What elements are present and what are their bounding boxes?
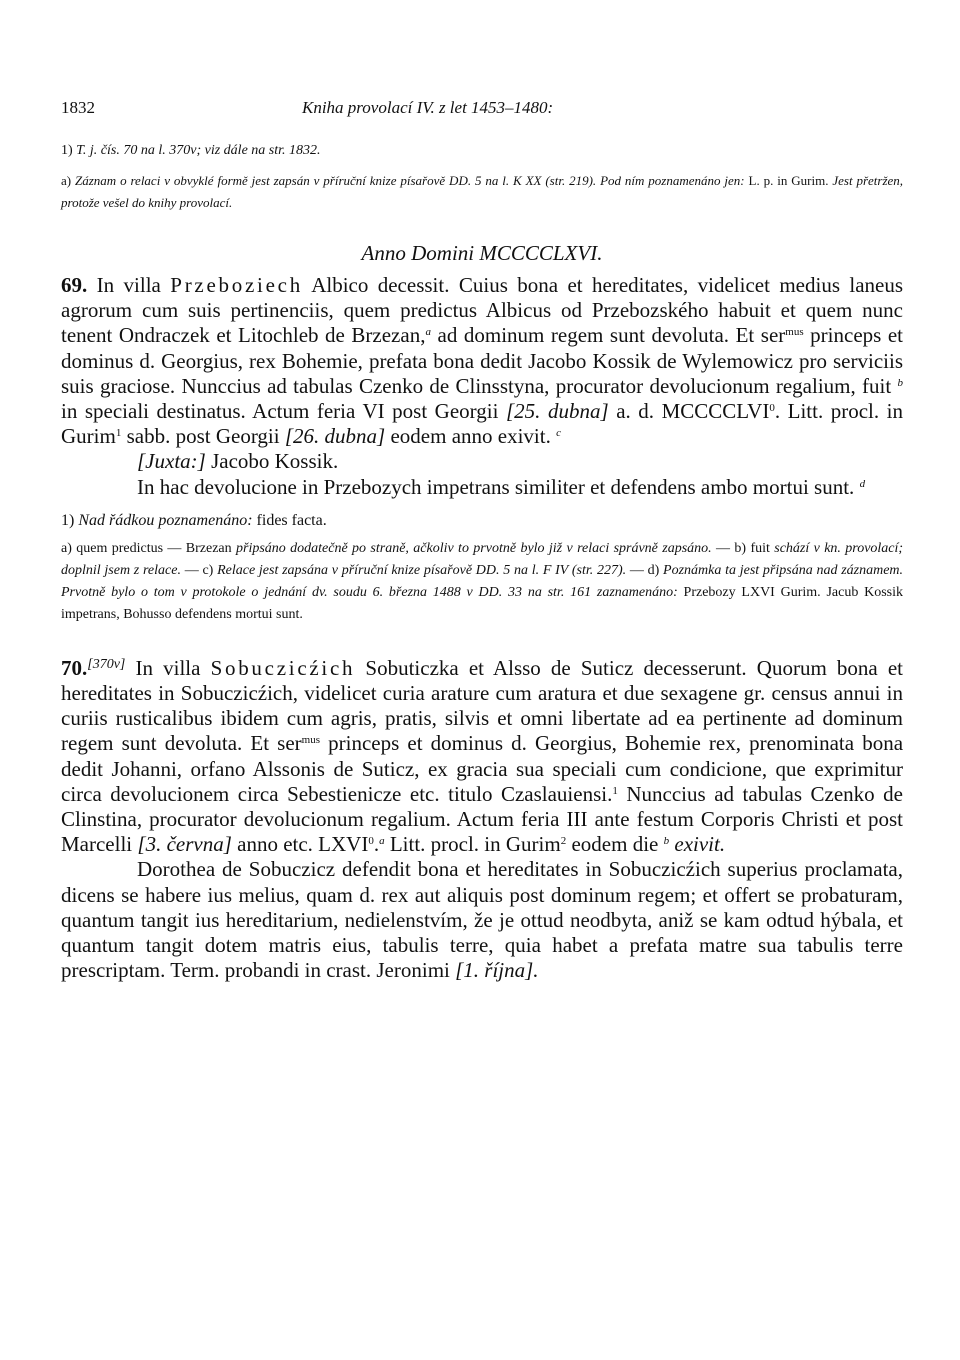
- footnote-69-1-value: fides facta.: [256, 511, 327, 529]
- entry-70-date-2: [1. října].: [455, 958, 539, 983]
- entry-69-line-2-text: In hac devolucione in Przebozych impetrans similiter et defendens ambo mortui sunt.: [137, 474, 855, 499]
- entry-69-part-1: In villa: [96, 273, 161, 297]
- entry-70-part-7: Litt. procl. in Gurim: [389, 832, 561, 857]
- entry-70-part-6: .: [373, 832, 380, 857]
- entry-69-line-2: [61, 475, 903, 500]
- entry-70-part-5: anno etc. LXVI: [237, 832, 369, 857]
- entry-69-sup-d: d: [859, 477, 866, 490]
- footnote-69-1-text: Nad řádkou poznamenáno:: [78, 511, 253, 529]
- entry-69-part-6: a. d. MCCCCLVI: [616, 399, 770, 424]
- entry-69-place: Przeboziech: [170, 273, 303, 297]
- footnote-69-d-mark: d): [647, 562, 660, 578]
- page-number: 1832: [61, 98, 95, 117]
- top-note-2-text-3: Jest přetržen, protože vešel do knihy provolací.: [61, 173, 904, 210]
- entry-69-part-2: Albico decessit. Cuius bona et hereditates, videlicet medius laneus agrorum cum suis pertinenciis, quem predictus Albicus od Przebozského habuit et quem nunc tenent Ondraczek et Litochleb de Brzezan,: [61, 273, 904, 348]
- entry-70-sup-b: b: [663, 835, 670, 848]
- entry-70-paragraph-2: [61, 857, 903, 983]
- entry-69-sup-1: 1: [115, 427, 122, 440]
- entry-70-sup-1: 1: [612, 784, 618, 797]
- entry-70-part-3: princeps et dominus d. Georgius, Bohemie rex, prenominata bona dedit Johanni, orfano Alssonis de Suticz, ex gracia sua speciali cum condicione, que exprimitur circa devolucionem circa Sebestienicze etc. titulo Czaslauiensi.: [61, 731, 904, 806]
- page-header: [61, 98, 903, 124]
- footnote-69-b-text-1: fuit: [750, 540, 770, 556]
- entry-69-date-2: [26. dubna]: [284, 424, 386, 449]
- entry-69-sup-c: c: [556, 427, 561, 440]
- entry-69: [61, 273, 903, 500]
- entry-69-juxta: [Juxta:]: [137, 449, 206, 474]
- top-note-1: [61, 139, 903, 162]
- document-page: [61, 98, 903, 983]
- entry-69-date-1: [25. dubna]: [506, 399, 609, 424]
- top-note-1-text: T. j. čís. 70 na l. 370v; viz dále na str. 1832.: [76, 143, 321, 158]
- entry-70-part-9: exivit.: [674, 832, 726, 857]
- entry-70-part-4: Nunccius ad tabulas Czenko de Clinstina, procurator devolucionum regalium. Actum feria III ante festum Corporis Christi et post Marcelli: [61, 781, 904, 857]
- entry-70-sup-2: 2: [560, 835, 567, 848]
- entry-69-sup-mus: mus: [785, 326, 804, 339]
- footnote-69-c-mark: c): [202, 562, 214, 578]
- footnote-69-b-text-2: schází v kn. provolací; doplnil jsem z relace.: [61, 540, 904, 578]
- entry-70-part-8: eodem die: [571, 832, 659, 857]
- entry-70: [61, 656, 903, 984]
- year-heading: Anno Domini MCCCCLXVI.: [361, 241, 603, 265]
- entry-70-part-1: In villa: [135, 655, 201, 680]
- entry-70-number: 70.: [61, 655, 88, 680]
- entry-69-juxta-line: [61, 449, 903, 474]
- footnote-69-b-mark: b): [734, 540, 747, 556]
- footnote-69-1-mark: 1): [61, 511, 75, 529]
- entry-69-sup-o: 0: [769, 402, 775, 415]
- footnote-69-apparatus: a) quem predictus — Brzezan připsáno dodatečně po straně, ačkoliv to prvotně bylo již v relaci správně zapsáno. — b) fuit schází v kn. provolací; doplnil jsem z relace. — c) Relace jest zapsána v příruční knize písařově DD. 5 na l. F IV (str. 227). — d) Poznámka ta jest připsána nad záznamem. Prvotně bylo o tom v protokole o jednání dv. soudu 6. března 1488 v DD. 33 na str. 161 zaznamenáno: Przebozy LXVI Gurim. Jacub Kossik impetrans, Bohusso defendens mortui sunt.: [61, 540, 904, 622]
- entry-69-part-4: princeps et dominus d. Georgius, rex Bohemie, prefata bona dedit Jacobo Kossik de Wylemowicz pro serviciis suis graciose. Nunccius ad tabulas Czenko de Clinsstyna, procurator devolucionum regalium, fuit: [61, 323, 904, 398]
- footnote-69-d-text-2: Przebozy LXVI Gurim. Jacub Kossik impetrans, Bohusso defendens mortui sunt.: [61, 584, 903, 622]
- top-note-2-mark: a): [61, 173, 72, 188]
- footnote-69-a-text-1: quem predictus — Brzezan: [76, 540, 232, 556]
- footnote-69-a-text-2: připsáno dodatečně po straně, ačkoliv to prvotně bylo již v relaci správně zapsáno.: [236, 540, 712, 556]
- top-note-2: [61, 170, 903, 214]
- footnote-69-c-text: Relace jest zapsána v příruční knize písařově DD. 5 na l. F IV (str. 227).: [217, 562, 627, 578]
- top-note-2-text-1: Záznam o relaci v obvyklé formě jest zapsán v příruční knize písařově DD. 5 na l. K XX (str. 219). Pod ním poznamenáno jen:: [75, 173, 745, 188]
- entry-69-part-7: . Litt. procl. in Gurim: [61, 399, 904, 449]
- entry-69-part-8: sabb. post Georgii: [126, 424, 280, 449]
- entry-70-part-2: Sobuticzka et Alsso de Suticz decesserunt. Quorum bona et hereditates in Sobuczicźich, videlicet curia arature cum aratura et due sexagene gr. census annui in curiis rusticalibus ibidem cum agris, pratis, silvis et omni libertate ad ea pertinente ad dominum regem sunt devoluta. Et ser: [61, 655, 904, 756]
- entry-70-paragraph-2-text: Dorothea de Sobuczicz defendit bona et hereditates in Sobuczicźich superius proclamata, dicens se habere ius melius, quam d. rex aut aliquis post dominum regem; et offert se probaturam, quantum tangit ius hereditarium, nedielenstvím, že je ottud neodbyta, aniž se kam odtud hýbala, et quantum tangit dotem matris eius, tabulis terre, quia habet a prefata matre sua tabulis terre prescriptam. Term. probandi in crast. Jeronimi: [61, 857, 903, 983]
- entry-70-folio: [370v]: [87, 656, 126, 672]
- entry-70-place: Sobuczicźich: [210, 655, 356, 680]
- top-note-1-mark: 1): [61, 143, 73, 158]
- entry-69-juxta-name: Jacobo Kossik.: [211, 449, 339, 474]
- entry-70-sup-mus: mus: [301, 734, 321, 747]
- entry-70-date-1: [3. června]: [137, 832, 232, 857]
- entry-69-part-9: eodem anno exivit.: [390, 424, 551, 449]
- entry-69-part-5: in speciali destinatus. Actum feria VI post Georgii: [61, 399, 499, 424]
- entry-69-sup-a: a: [425, 326, 431, 339]
- entry-69-number: 69.: [61, 273, 88, 297]
- entry-70-sup-o: 0: [368, 835, 374, 848]
- top-note-2-text-2: L. p. in Gurim.: [748, 173, 829, 188]
- footnote-69-d-text-1: Poznámka ta jest připsána nad záznamem. Prvotně bylo o tom v protokole o jednání dv. soudu 6. března 1488 v DD. 33 na str. 161 zaznamenáno:: [61, 562, 904, 600]
- entry-70-sup-a: a: [379, 835, 385, 848]
- running-title: Kniha provolací IV. z let 1453–1480:: [302, 98, 554, 117]
- footnote-69-a-mark: a): [61, 540, 72, 556]
- entry-69-sup-b: b: [897, 376, 904, 389]
- footnotes-entry-69: [61, 507, 903, 626]
- entry-69-part-3: ad dominum regem sunt devoluta. Et ser: [437, 323, 786, 348]
- footnote-69-1: [61, 507, 903, 535]
